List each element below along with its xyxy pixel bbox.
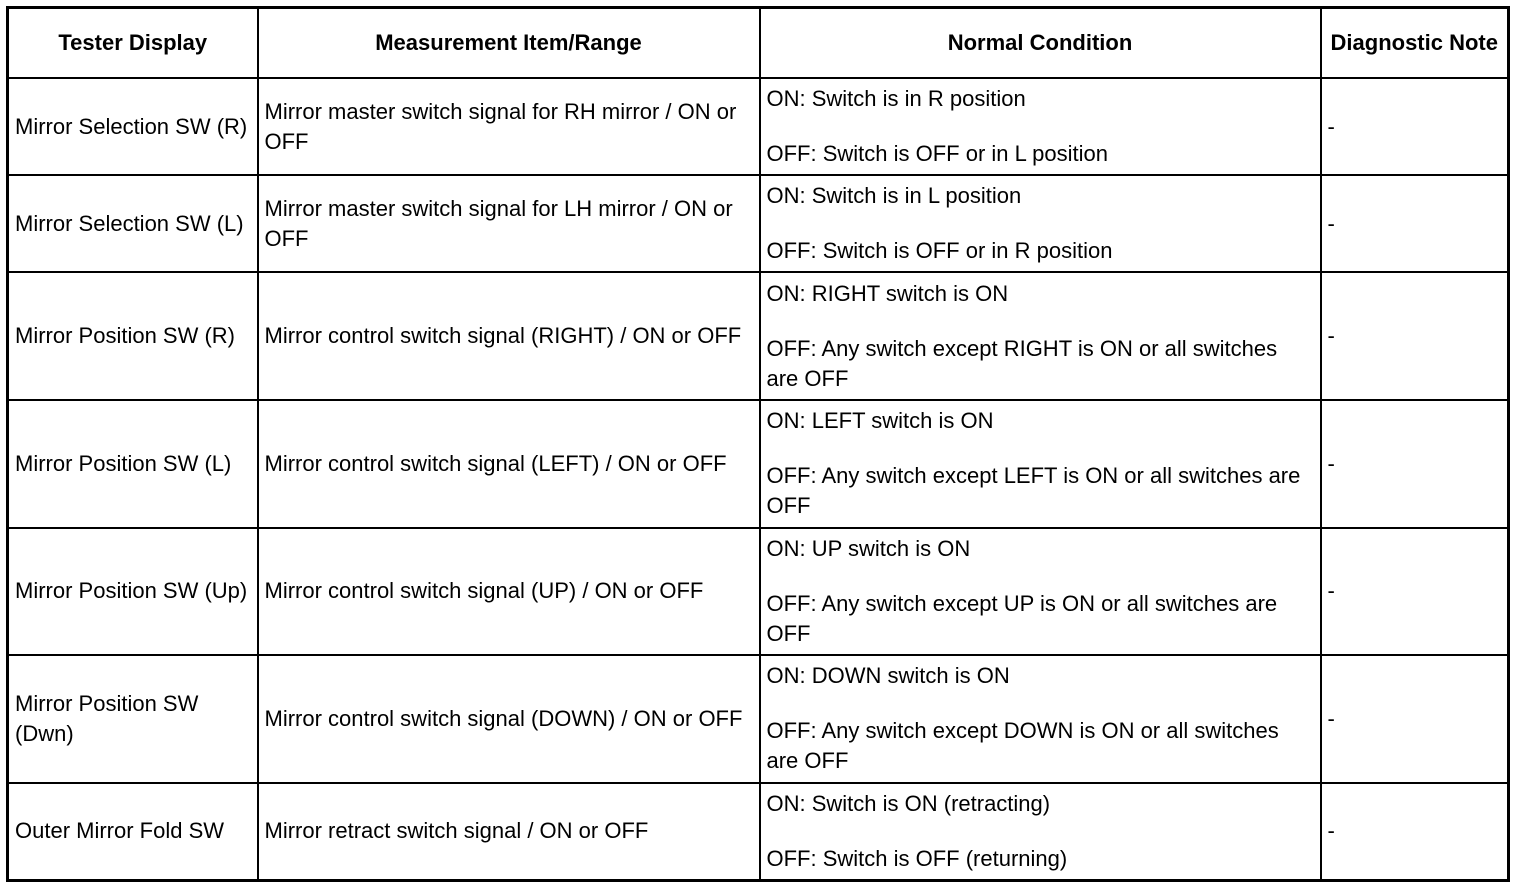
normal-condition-cell <box>760 175 1321 272</box>
diagnostic-note-cell: - <box>1321 528 1509 656</box>
normal-condition-cell <box>760 78 1321 175</box>
diagnostic-note-cell: - <box>1321 400 1509 528</box>
diagnostic-note-cell: - <box>1321 272 1509 400</box>
header-tester-display: Tester Display <box>8 8 258 79</box>
condition-on: ON: LEFT switch is ON <box>766 408 994 434</box>
tester-display-cell: Mirror Position SW (R) <box>8 272 258 400</box>
condition-off: OFF: Switch is OFF or in L position <box>766 141 1108 167</box>
data-list-table <box>6 6 1510 882</box>
condition-on: ON: UP switch is ON <box>766 535 971 561</box>
condition-on: ON: Switch is ON (retracting) <box>766 790 1051 816</box>
table-row <box>8 78 1509 175</box>
condition-off: OFF: Any switch except DOWN is ON or all switches are OFF <box>766 718 1279 774</box>
diagnostic-note-cell: - <box>1321 78 1509 175</box>
measurement-cell: Mirror control switch signal (LEFT) / ON or OFF <box>258 400 760 528</box>
measurement-cell: Mirror control switch signal (UP) / ON or OFF <box>258 528 760 656</box>
header-measurement: Measurement Item/Range <box>258 8 760 79</box>
table-row <box>8 783 1509 881</box>
tester-display-cell: Mirror Position SW (L) <box>8 400 258 528</box>
tester-display-cell: Outer Mirror Fold SW <box>8 783 258 881</box>
condition-on: ON: Switch is in L position <box>766 183 1022 209</box>
normal-condition-cell <box>760 783 1321 881</box>
condition-off: OFF: Switch is OFF or in R position <box>766 238 1113 264</box>
condition-off: OFF: Any switch except RIGHT is ON or all switches are OFF <box>766 335 1278 391</box>
table-row <box>8 400 1509 528</box>
condition-off: OFF: Switch is OFF (returning) <box>766 845 1068 871</box>
header-diagnostic-note: Diagnostic Note <box>1321 8 1509 79</box>
tester-display-cell: Mirror Position SW (Dwn) <box>8 655 258 783</box>
tester-display-cell: Mirror Selection SW (L) <box>8 175 258 272</box>
header-normal-condition: Normal Condition <box>760 8 1321 79</box>
condition-on: ON: RIGHT switch is ON <box>766 280 1009 306</box>
measurement-cell: Mirror retract switch signal / ON or OFF <box>258 783 760 881</box>
normal-condition-cell <box>760 400 1321 528</box>
condition-on: ON: DOWN switch is ON <box>766 663 1010 689</box>
normal-condition-cell <box>760 655 1321 783</box>
diagnostic-note-cell: - <box>1321 175 1509 272</box>
table-row <box>8 528 1509 656</box>
normal-condition-cell <box>760 272 1321 400</box>
condition-on: ON: Switch is in R position <box>766 86 1026 112</box>
condition-off: OFF: Any switch except LEFT is ON or all switches are OFF <box>766 463 1301 519</box>
measurement-cell: Mirror master switch signal for LH mirror / ON or OFF <box>258 175 760 272</box>
diagnostic-note-cell: - <box>1321 783 1509 881</box>
measurement-cell: Mirror control switch signal (RIGHT) / ON or OFF <box>258 272 760 400</box>
condition-off: OFF: Any switch except UP is ON or all switches are OFF <box>766 590 1278 646</box>
tester-display-cell: Mirror Selection SW (R) <box>8 78 258 175</box>
table-row <box>8 655 1509 783</box>
table-row <box>8 175 1509 272</box>
measurement-cell: Mirror master switch signal for RH mirror / ON or OFF <box>258 78 760 175</box>
diagnostic-note-cell: - <box>1321 655 1509 783</box>
header-row <box>8 8 1509 79</box>
measurement-cell: Mirror control switch signal (DOWN) / ON or OFF <box>258 655 760 783</box>
normal-condition-cell <box>760 528 1321 656</box>
tester-display-cell: Mirror Position SW (Up) <box>8 528 258 656</box>
table-row <box>8 272 1509 400</box>
